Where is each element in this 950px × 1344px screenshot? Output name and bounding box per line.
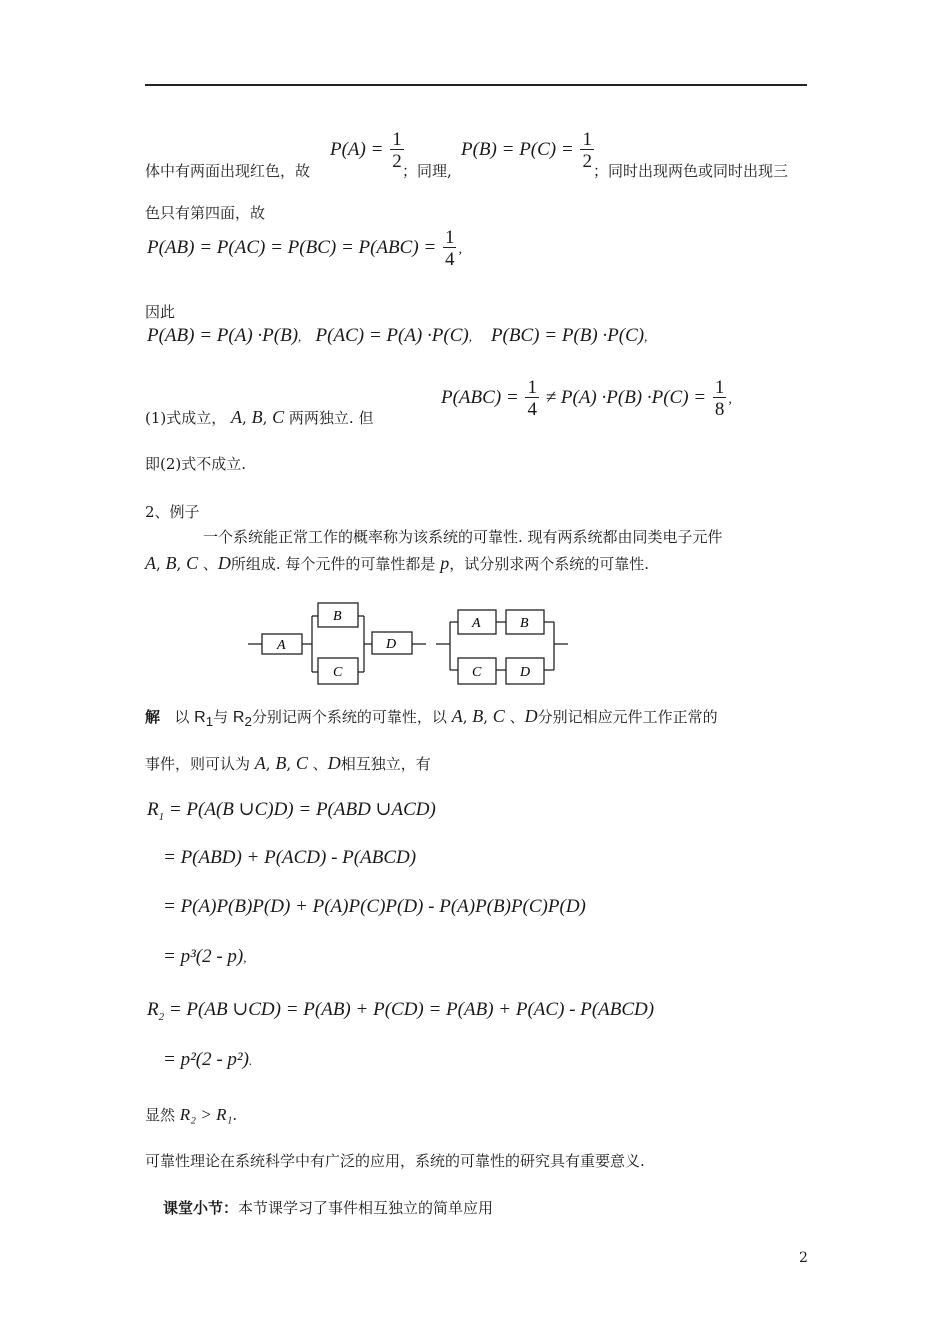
body-text: 可靠性理论在系统科学中有广泛的应用，系统的可靠性的研究具有重要意义. (145, 1152, 645, 1170)
body-text: 因此 (145, 303, 176, 321)
numerator: 1 (392, 129, 402, 150)
comma: , (644, 329, 648, 344)
r-letter: R (232, 709, 245, 726)
equation-r1-step4: = p³(2 - p), (163, 946, 247, 967)
r1-symbol (194, 709, 214, 730)
var-c: C (186, 553, 199, 573)
equation-text: P(AC) = P(A) ·P(C) (315, 325, 469, 346)
body-text: 显然 (145, 1106, 176, 1124)
var-p: p (440, 553, 450, 573)
equation-pb-pc (461, 130, 596, 171)
body-text-line (145, 301, 175, 322)
body-text: ，试分别求两个系统的可靠性. (449, 555, 649, 573)
body-text: ；同理, (402, 162, 452, 180)
subscript: 1 (205, 714, 214, 730)
body-text-line (593, 160, 788, 181)
var-b: B (165, 553, 177, 573)
component-label: C (472, 665, 482, 680)
page-number: 2 (799, 1250, 808, 1266)
body-text-line (145, 453, 246, 474)
body-text-line: 事件，则可认为 A, B, C 、D相互独立，有 (145, 753, 431, 773)
equation-text: = P(AB ∪CD) = P(AB) + P(CD) = P(AB) + P(AC) - P(ABCD) (168, 999, 655, 1020)
summary-line (163, 1197, 493, 1218)
body-text-line (402, 160, 452, 181)
fraction (443, 228, 457, 269)
equation-pa (330, 130, 406, 171)
component-label: C (333, 665, 343, 680)
var-b: B (472, 706, 484, 726)
denominator: 4 (444, 249, 455, 270)
equation-text: = p²(2 - p²) (163, 1049, 249, 1070)
denominator: 2 (582, 151, 592, 172)
body-text: 相互独立，有 (340, 755, 431, 773)
body-text-line (203, 526, 723, 547)
system-diagrams (240, 598, 580, 690)
var-b: B (275, 753, 287, 773)
numerator: 1 (444, 227, 455, 248)
component-label: D (520, 665, 531, 680)
var-c: C (295, 753, 308, 773)
body-text: 本节课学习了事件相互独立的简单应用 (238, 1199, 494, 1217)
equation-text: = p³(2 - p) (163, 946, 244, 967)
body-text: 以 (174, 708, 190, 726)
body-text-line: A, B, C 、D所组成. 每个元件的可靠性都是 p，试分别求两个系统的可靠性. (145, 553, 649, 573)
body-text: 分别记两个系统的可靠性，以 (251, 708, 447, 726)
denominator: 8 (714, 399, 725, 420)
equation-text: = P(ABD) + P(ACD) - P(ABCD) (163, 847, 417, 868)
denominator: 4 (527, 399, 537, 420)
body-text: 体中有两面出现红色，故 (145, 162, 311, 180)
equation-products (147, 325, 647, 347)
remark-line (145, 1150, 645, 1171)
body-text: 分别记相应元件工作正常的 (537, 708, 718, 726)
comma: , (298, 329, 302, 344)
paragraph-line (145, 160, 310, 181)
equation-pairwise (147, 228, 462, 269)
section-heading (145, 501, 200, 522)
component-label: A (277, 638, 286, 653)
var-d: D (217, 553, 231, 573)
equation-text: P(BC) = P(B) ·P(C) (490, 325, 645, 346)
equation-text: P(A) = (330, 138, 384, 160)
equation-r1-step2 (163, 847, 416, 869)
comma: , (468, 329, 472, 344)
equation-text: = P(A(B ∪C)D) = P(ABD ∪ACD) (168, 799, 436, 820)
body-text-line (145, 202, 265, 223)
equation-text: ≠ P(A) ·P(B) ·P(C) = (545, 386, 707, 408)
numerator: 1 (527, 377, 537, 398)
equation-text: P(AB) = P(AC) = P(BC) = P(ABC) = (147, 236, 437, 258)
body-text: 与 (213, 708, 229, 726)
body-text-line: (1)式成立， A, B, C 两两独立. 但 (145, 407, 374, 427)
numerator: 1 (714, 377, 725, 398)
summary-label: 课堂小节： (163, 1199, 239, 1217)
conclusion-line (145, 1104, 237, 1125)
var-c: C (492, 706, 505, 726)
system-two-diagram (436, 610, 568, 684)
solution-label: 解 (145, 708, 161, 726)
solution-line: 解 以 $R_1$与 $R_2$分别记两个系统的可靠性，以 A, B, C 、D分别记相应元件工作正常的 (145, 706, 718, 730)
body-text: . (232, 1106, 238, 1124)
equation-r2-step2: = p²(2 - p²). (163, 1049, 253, 1070)
var-a: A (231, 407, 243, 427)
r2-symbol (232, 709, 252, 730)
heading-text: 2、例子 (145, 503, 200, 521)
equation-r2: $R_2 = P(AB$ ∪CD) = P(AB) + P(CD) = P(AB) + P(AC) - P(ABCD) (147, 999, 655, 1023)
body-text: (1)式成立， (145, 409, 227, 427)
header-rule (145, 84, 807, 86)
comma: , (458, 241, 462, 257)
body-text: ；同时出现两色或同时出现三 (593, 162, 789, 180)
equation-text: P(ABC) = (441, 386, 519, 408)
body-text: 两两独立. 但 (288, 409, 374, 427)
fraction (713, 378, 727, 419)
component-label: B (520, 616, 529, 631)
numerator: 1 (582, 129, 592, 150)
var-b: B (251, 407, 263, 427)
equation-text: = P(A)P(B)P(D) + P(A)P(C)P(D) - P(A)P(B)P(C)P(D) (163, 896, 586, 917)
r-letter: R (194, 709, 206, 726)
var-a: A (145, 553, 156, 573)
var-c: C (272, 407, 285, 427)
denominator: 2 (392, 151, 402, 172)
component-label: D (386, 637, 397, 652)
equation-r1-step3 (163, 896, 586, 918)
equation-r1: $R_1 = P(A(B$ ∪C)D) = P(ABD ∪ACD) (147, 799, 436, 823)
body-text: 一个系统能正常工作的概率称为该系统的可靠性. 现有两系统都由同类电子元件 (203, 528, 723, 546)
body-text: 所组成. 每个元件的可靠性都是 (230, 555, 436, 573)
var-a: A (254, 753, 266, 773)
component-label: A (472, 616, 481, 631)
body-text: 事件，则可认为 (145, 755, 251, 773)
var-a: A (451, 706, 463, 726)
fraction (525, 378, 539, 419)
var-d: D (327, 753, 341, 773)
subscript: 2 (244, 714, 252, 730)
inequality: R₂ > R₁ (179, 1105, 233, 1124)
fraction (580, 130, 594, 171)
equation-text: P(AB) = P(A) ·P(B) (147, 325, 299, 346)
var-d: D (524, 706, 538, 726)
body-text: 色只有第四面，故 (145, 204, 266, 222)
comma: , (728, 391, 732, 407)
equation-triple (441, 378, 732, 419)
body-text: 即(2)式不成立. (145, 455, 247, 473)
equation-text: P(B) = P(C) = (461, 138, 574, 160)
component-label: B (333, 609, 342, 624)
